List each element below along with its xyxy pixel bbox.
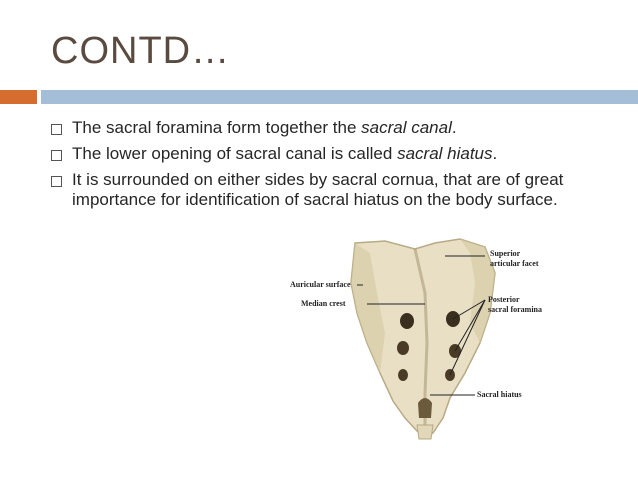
foramen-left-1 bbox=[400, 313, 414, 329]
foramen-left-2 bbox=[397, 341, 409, 355]
label-posterior-1: Posterior bbox=[488, 295, 520, 304]
label-auricular-surface: Auricular surface bbox=[290, 280, 351, 289]
bullet-text: The sacral foramina form together the bbox=[72, 118, 362, 137]
label-sacral-hiatus: Sacral hiatus bbox=[477, 390, 522, 399]
sacral-hiatus-opening bbox=[418, 398, 432, 418]
label-median-crest: Median crest bbox=[301, 299, 346, 308]
foramen-left-3 bbox=[398, 369, 408, 381]
bullet-item-2 bbox=[48, 144, 608, 164]
label-superior-1: Superior bbox=[490, 249, 521, 258]
label-posterior-2: sacral foramina bbox=[488, 305, 542, 314]
slide-title: CONTD… bbox=[51, 30, 231, 72]
bullet-emphasis: sacral hiatus bbox=[397, 144, 493, 163]
bullet-text: It is surrounded on either sides by sacral cornua, that are of great importance for identification of sacral hiatus on the body surface. bbox=[72, 170, 564, 209]
bullet-suffix: . bbox=[451, 118, 457, 137]
checkbox-bullet-icon bbox=[51, 150, 62, 161]
bullet-item-1 bbox=[48, 118, 608, 138]
label-superior-2: articular facet bbox=[490, 259, 539, 268]
coccyx-tip bbox=[417, 425, 433, 439]
bullet-list bbox=[48, 118, 608, 216]
accent-bar-blue bbox=[41, 90, 638, 104]
checkbox-bullet-icon bbox=[51, 124, 62, 135]
bullet-emphasis: sacral canal bbox=[361, 118, 452, 137]
bullet-item-3 bbox=[48, 170, 608, 210]
bullet-text: The lower opening of sacral canal is called bbox=[72, 144, 398, 163]
bullet-suffix: . bbox=[492, 144, 498, 163]
accent-bar-orange bbox=[0, 90, 37, 104]
checkbox-bullet-icon bbox=[51, 176, 62, 187]
